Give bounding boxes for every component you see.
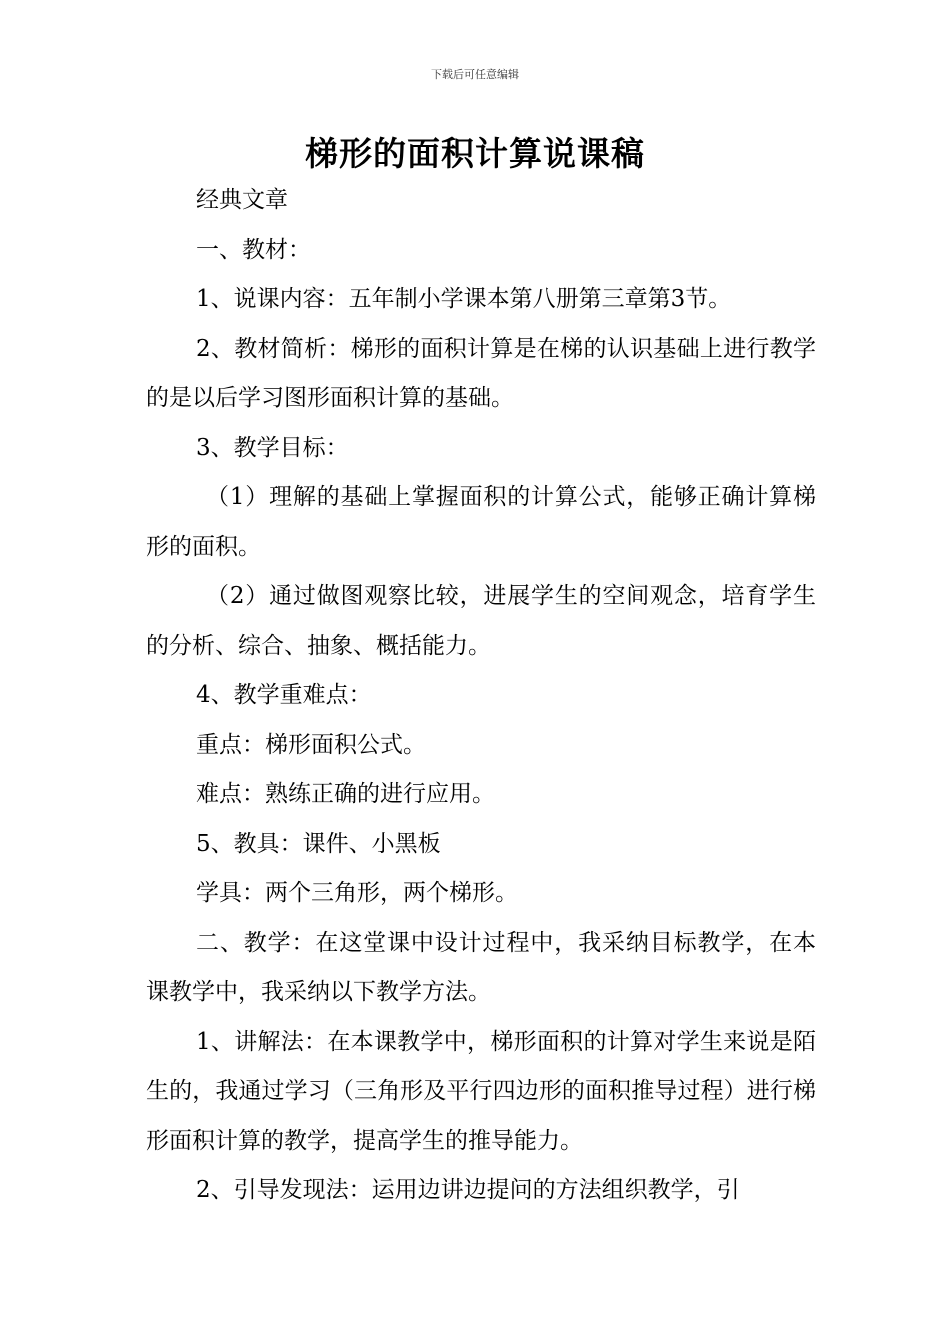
paragraph-analysis: 2、教材简析：梯形的面积计算是在梯的认识基础上进行教学的是以后学习图形面积计算的基础。 (146, 335, 816, 411)
paragraph-key-points-heading: 4、教学重难点： (196, 682, 372, 708)
paragraph-section-1-heading: 一、教材： (196, 236, 311, 263)
paragraph-source: 经典文章 (196, 187, 288, 213)
document-title: 梯形的面积计算说课稿 (305, 134, 645, 173)
paragraph-content: 1、说课内容：五年制小学课本第八册第三章第3节。 (196, 286, 732, 312)
paragraph-goals-heading: 3、教学目标： (196, 434, 349, 461)
paragraph-difficulty: 难点：熟练正确的进行应用。 (196, 781, 495, 807)
paragraph-goal-1: （1）理解的基础上掌握面积的计算公式，能够正确计算梯形的面积。 (146, 484, 816, 560)
paragraph-goal-2: （2）通过做图观察比较，进展学生的空间观念，培育学生的分析、综合、抽象、概括能力。 (146, 583, 816, 659)
paragraph-key-point: 重点：梯形面积公式。 (196, 731, 426, 758)
paragraph-teaching-aids: 5、教具：课件、小黑板 (196, 830, 441, 857)
paragraph-method-2: 2、引导发现法：运用边讲边提问的方法组织教学，引 (196, 1177, 740, 1203)
paragraph-section-2: 二、教学：在这堂课中设计过程中，我采纳目标教学，在本课教学中，我采纳以下教学方法。 (146, 929, 816, 1005)
paragraph-learning-aids: 学具：两个三角形，两个梯形。 (196, 880, 518, 906)
document-body (146, 176, 816, 1216)
paragraph-method-1: 1、讲解法：在本课教学中，梯形面积的计算对学生来说是陌生的，我通过学习（三角形及平行四边形的面积推导过程）进行梯形面积计算的教学，提高学生的推导能力。 (146, 1028, 816, 1154)
header-note: 下载后可任意编辑 (431, 68, 519, 81)
